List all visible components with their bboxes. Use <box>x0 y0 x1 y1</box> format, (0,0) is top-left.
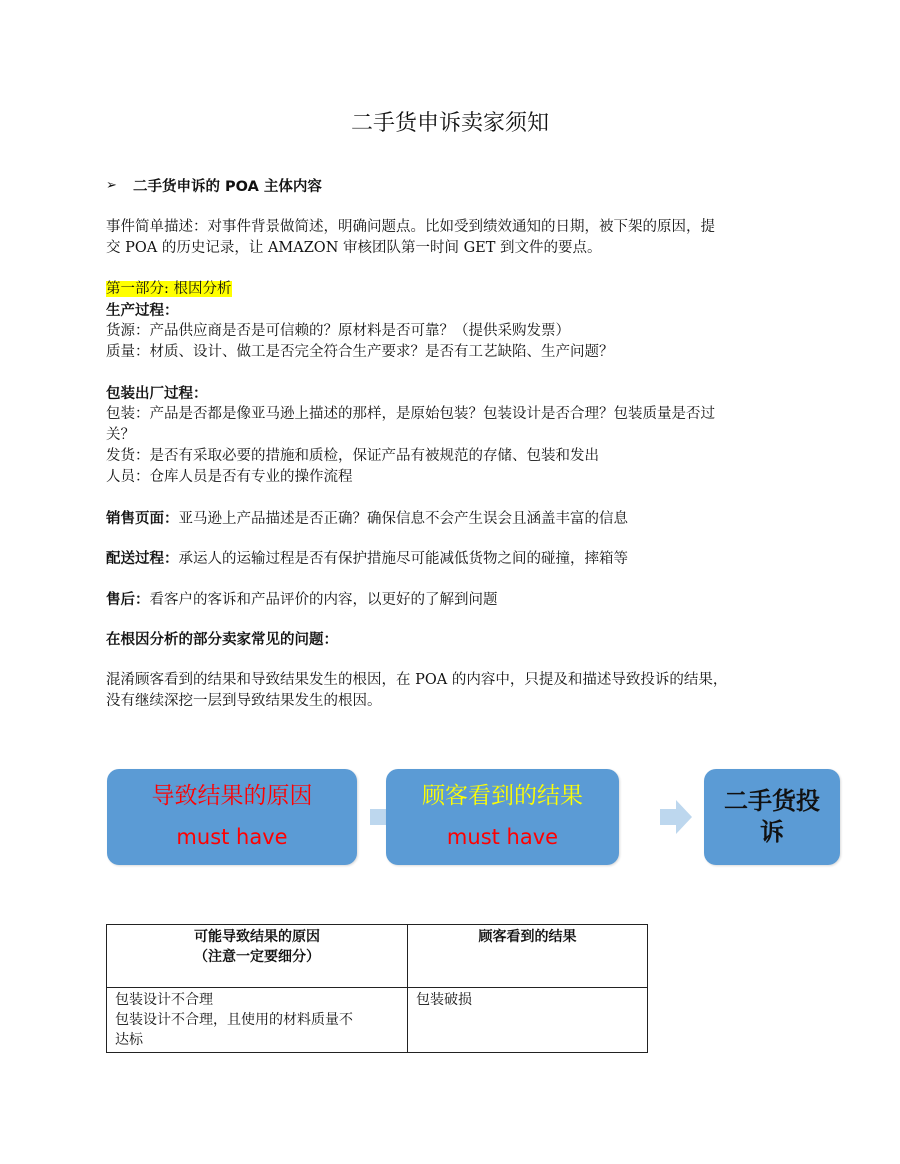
flow-box-customer-result-title: 顾客看到的结果 <box>422 783 583 809</box>
delivery-paragraph <box>106 548 628 570</box>
common-issues-heading: 在根因分析的部分卖家常见的问题： <box>106 631 338 648</box>
table-cell-result-text: 包装破损 <box>416 992 472 1008</box>
table-cell-cause-line-3: 达标 <box>115 1032 143 1048</box>
sales-label: 销售页面： <box>106 510 179 527</box>
flow-box-customer-result-sub: must have <box>446 825 559 849</box>
flow-box-customer-result <box>386 769 619 865</box>
table-header-cause-line-1: 可能导致结果的原因 <box>194 929 320 945</box>
delivery-text: 承运人的运输过程是否有保护措施尽可能减低货物之间的碰撞，摔箱等 <box>178 551 628 567</box>
bullet-arrow-icon: ➢ <box>106 178 117 193</box>
document-title: 二手货申诉卖家须知 <box>350 111 549 136</box>
packaging-heading: 包装出厂过程： <box>106 385 208 402</box>
bullet-heading: 二手货申诉的 POA 主体内容 <box>133 179 322 195</box>
intro-line-1: 事件简单描述：对事件背景做简述，明确问题点。比如受到绩效通知的日期，被下架的原因，提 <box>106 219 715 235</box>
cause-result-table <box>106 924 648 1053</box>
aftersale-label: 售后： <box>106 591 150 608</box>
packaging-line-1: 包装：产品是否都是像亚马逊上描述的那样，是原始包装？包装设计是否合理？包装质量是否过 <box>106 406 715 422</box>
flow-box-complaint <box>704 769 840 865</box>
production-line-source: 货源：产品供应商是否是可信赖的？原材料是否可靠？（提供采购发票） <box>106 323 570 339</box>
flow-box-root-cause-sub: must have <box>176 825 288 849</box>
table-header-row <box>107 925 648 988</box>
intro-line-2: 交 POA 的历史记录，让 AMAZON 审核团队第一时间 GET 到文件的要点。 <box>106 240 602 256</box>
common-issues-line-2: 没有继续深挖一层到导致结果发生的根因。 <box>106 693 382 709</box>
flow-box-complaint-line-2: 诉 <box>760 818 784 846</box>
aftersale-text: 看客户的客诉和产品评价的内容，以更好的了解到问题 <box>149 592 498 608</box>
table-cell-cause-line-1: 包装设计不合理 <box>115 992 213 1008</box>
table-header-cause-line-2: （注意一定要细分） <box>194 949 320 965</box>
sales-paragraph <box>106 508 628 530</box>
common-issues-line-1: 混淆顾客看到的结果和导致结果发生的根因，在 POA 的内容中，只提及和描述导致投诉的结果， <box>106 672 728 688</box>
packaging-line-2: 关？ <box>106 427 135 443</box>
table-cell-result <box>408 988 648 1053</box>
table-header-result <box>408 925 648 988</box>
delivery-label: 配送过程： <box>106 550 179 567</box>
production-heading: 生产过程： <box>106 302 179 319</box>
table-row <box>107 988 648 1053</box>
packaging-line-staff: 人员：仓库人员是否有专业的操作流程 <box>106 469 353 485</box>
flow-box-root-cause <box>107 769 357 865</box>
table-cell-cause-line-2: 包装设计不合理，且使用的材料质量不 <box>115 1012 353 1028</box>
flow-box-complaint-line-1: 二手货投 <box>724 787 820 815</box>
flow-arrow-2-icon <box>660 800 692 834</box>
table-cell-cause <box>107 988 408 1053</box>
table-header-result-text: 顾客看到的结果 <box>478 929 577 945</box>
flow-box-root-cause-title: 导致结果的原因 <box>151 783 313 809</box>
aftersale-paragraph <box>106 589 498 611</box>
production-line-quality: 质量：材质、设计、做工是否完全符合生产要求？是否有工艺缺陷、生产问题？ <box>106 344 614 360</box>
packaging-line-shipping: 发货：是否有采取必要的措施和质检，保证产品有被规范的存储、包装和发出 <box>106 448 599 464</box>
sales-text: 亚马逊上产品描述是否正确？确保信息不会产生误会且涵盖丰富的信息 <box>178 511 628 527</box>
table-header-cause <box>107 925 408 988</box>
part1-highlight-label: 第一部分: 根因分析 <box>106 281 232 297</box>
